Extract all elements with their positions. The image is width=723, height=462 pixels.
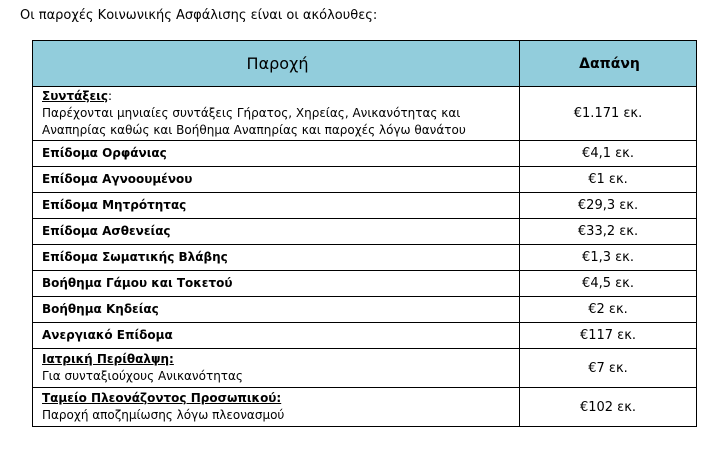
amount-cell: €4,1 εκ. <box>520 141 697 167</box>
benefit-title-line <box>42 88 513 105</box>
benefit-title: Επίδομα Ασθενείας <box>33 219 520 245</box>
benefit-title: Επίδομα Ορφάνιας <box>33 141 520 167</box>
table-header-row <box>33 41 697 87</box>
table-row <box>33 245 697 271</box>
amount-cell: €2 εκ. <box>520 297 697 323</box>
table-row <box>33 271 697 297</box>
benefit-title: Ταμείο Πλεονάζοντος Προσωπικού: <box>42 391 282 405</box>
benefit-title: Βοήθημα Κηδείας <box>33 297 520 323</box>
benefit-title: Επίδομα Σωματικής Βλάβης <box>33 245 520 271</box>
amount-cell: €1.171 εκ. <box>520 87 697 141</box>
intro-text: Οι παροχές Κοινωνικής Ασφάλισης είναι οι ακόλουθες: <box>20 8 378 23</box>
amount-cell: €117 εκ. <box>520 323 697 349</box>
benefit-cell <box>33 388 520 427</box>
table-row <box>33 219 697 245</box>
amount-cell: €29,3 εκ. <box>520 193 697 219</box>
benefit-description: Παρέχονται μηνιαίες συντάξεις Γήρατος, Χηρείας, Ανικανότητας και Αναπηρίας καθώς και Βοήθημα Αναπηρίας και παροχές λόγω θανάτου <box>42 106 466 137</box>
table-row <box>33 141 697 167</box>
benefit-title: Ιατρική Περίθαλψη: <box>42 352 174 366</box>
benefits-table <box>32 40 697 427</box>
amount-cell: €1 εκ. <box>520 167 697 193</box>
benefit-title-suffix: : <box>107 89 112 103</box>
header-cost: Δαπάνη <box>520 41 697 87</box>
table-row-pensions <box>33 87 697 141</box>
amount-cell: €4,5 εκ. <box>520 271 697 297</box>
benefit-title: Συντάξεις <box>42 89 108 103</box>
benefit-description: Για συνταξιούχους Ανικανότητας <box>42 369 243 383</box>
benefit-title: Ανεργιακό Επίδομα <box>33 323 520 349</box>
benefit-description: Παροχή αποζημίωσης λόγω πλεονασμού <box>42 408 285 422</box>
amount-cell: €1,3 εκ. <box>520 245 697 271</box>
benefit-title: Επίδομα Αγνοουμένου <box>33 167 520 193</box>
table-row <box>33 193 697 219</box>
amount-cell: €7 εκ. <box>520 349 697 388</box>
table-row <box>33 323 697 349</box>
table-row <box>33 297 697 323</box>
amount-cell: €33,2 εκ. <box>520 219 697 245</box>
table-row-medical-care <box>33 349 697 388</box>
amount-cell: €102 εκ. <box>520 388 697 427</box>
table-row-redundancy-fund <box>33 388 697 427</box>
benefit-cell <box>33 349 520 388</box>
header-benefit: Παροχή <box>33 41 520 87</box>
benefit-cell <box>33 87 520 141</box>
benefit-title: Επίδομα Μητρότητας <box>33 193 520 219</box>
benefit-title: Βοήθημα Γάμου και Τοκετού <box>33 271 520 297</box>
table-row <box>33 167 697 193</box>
